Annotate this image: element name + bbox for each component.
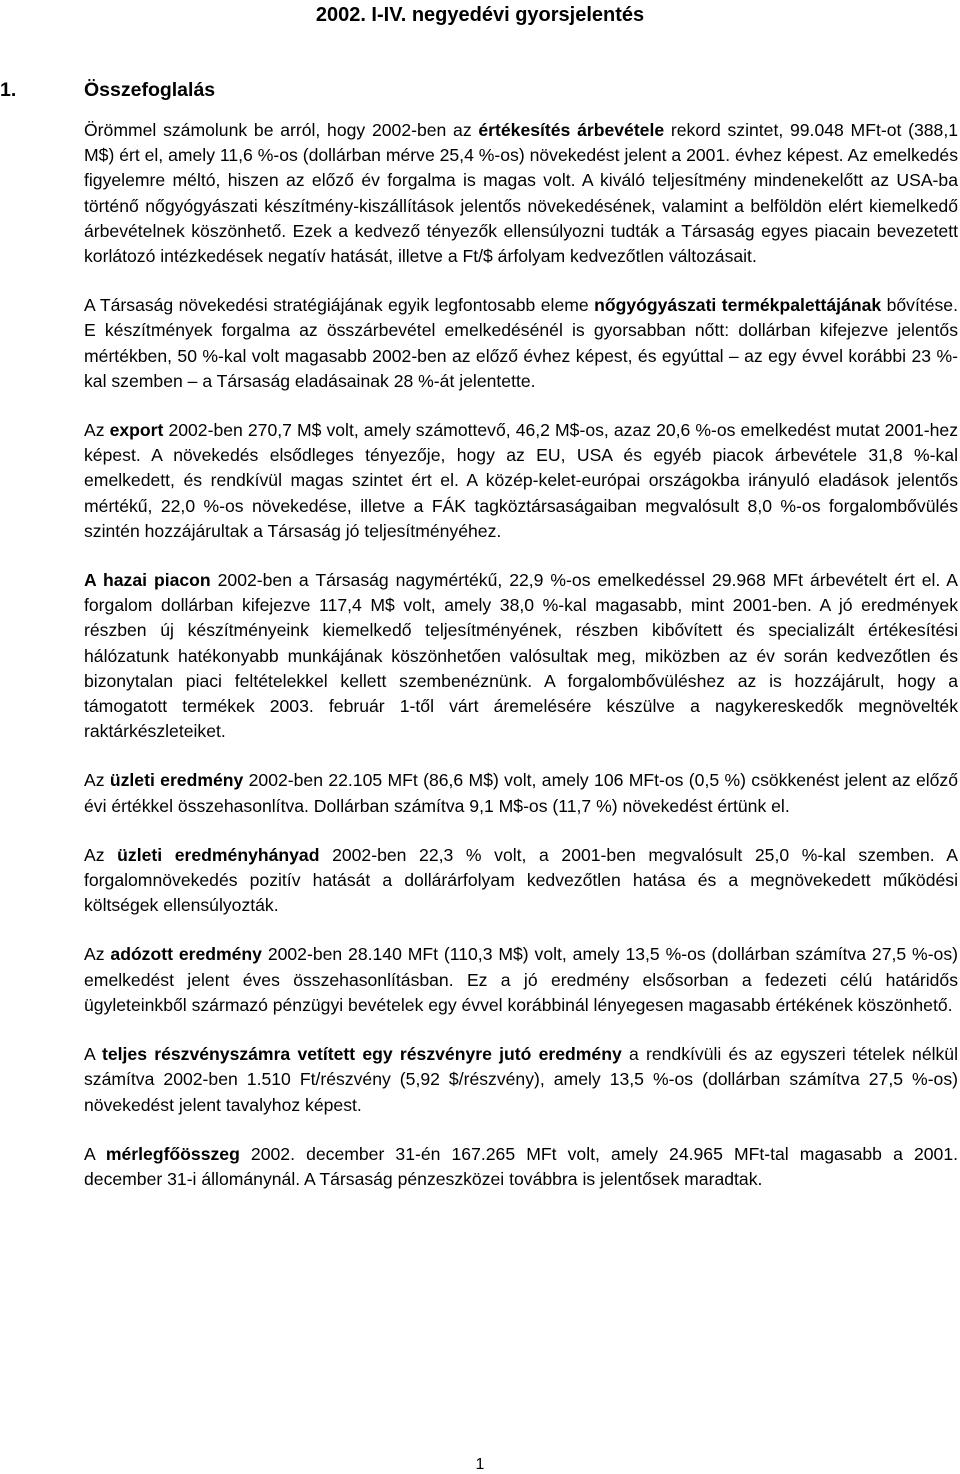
text-run: 2002-ben 270,7 M$ volt, amely számottevő, 46,2 M$-os, azaz 20,6 %-os emelkedést mutat 2001-hez képest. A növekedés elsődleges tényezője, hogy az EU, USA és egyéb piacok árbevétele 31,8 %-kal emelkedett, és rendkívül magas szintet ért el. A közép-kelet-európai országokba irányuló eladások jelentős mértékű, 22,0 %-os növekedése, illetve a FÁK tagköztársaságaiban megvalósult 8,0 %-os forgalombővülés szintén hozzájárultak a Társaság jó teljesítményéhez.: [84, 420, 959, 541]
text-run: 2002-ben 22.105 MFt (86,6 M$) volt, amely 106 MFt-os (0,5 %) csökkenést jelent az előző évi értékkel összehasonlítva. Dollárban számítva 9,1 M$-os (11,7 %) növekedést értünk el.: [84, 770, 959, 816]
paragraph: [84, 293, 958, 394]
text-run: Az: [84, 770, 110, 791]
page-number: 1: [475, 1456, 485, 1473]
text-run: Örömmel számolunk be arról, hogy 2002-ben az: [84, 120, 479, 140]
bold-term: teljes részvényszámra vetített egy részvényre jutó eredmény: [102, 1044, 622, 1065]
section-heading: [0, 77, 215, 103]
text-run: 2002-ben a Társaság nagymértékű, 22,9 %-os emelkedéssel 29.968 MFt árbevételt ért el. A forgalom dollárban kifejezve 117,4 M$ volt, amely 38,0 %-kal magasabb, mint 2001-ben. A jó eredmények részben új készítményeink kiemelkedő teljesítményének, részben kibővített és specializált értékesítési hálózatunk hatékonyabb munkájának köszönhetően valósultak meg, miközben az év során kedvezőtlen és bizonytalan piaci feltételekkel kellett szembenéznünk. A forgalombővüléshez az is hozzájárult, hogy a támogatott termékek 2003. február 1-től várt áremelésére készülve a nagykereskedők megnövelték raktárkészleteiket.: [84, 570, 958, 742]
paragraph: [84, 1142, 958, 1192]
bold-term: mérlegfőösszeg: [105, 1143, 240, 1164]
paragraph: [84, 768, 958, 818]
bold-term: nőgyógyászati termékpalettájának: [594, 295, 882, 316]
bold-term: A hazai piacon: [84, 570, 211, 591]
text-run: A: [84, 1143, 106, 1164]
page-title: 2002. I-IV. negyedévi gyorsjelentés: [315, 4, 645, 26]
bold-term: üzleti eredmény: [109, 770, 244, 791]
text-run: bővítése. E készítmények forgalma az összárbevétel emelkedésénél is gyorsabban nőtt: dollárban kifejezve jelentős mértékben, 50 %-kal volt magasabb 2002-ben az előző évhez képest, és egyúttal – az egy évvel korábbi 23 %-kal szemben – a Társaság eladásainak 28 %-át jelentette.: [84, 295, 958, 391]
bold-term: értékesítés árbevétele: [478, 120, 665, 140]
text-run: 2002. december 31-én 167.265 MFt volt, amely 24.965 MFt-tal magasabb a 2001. december 31-i állománynál. A Társaság pénzeszközei továbbra is jelentősek maradtak.: [84, 1143, 958, 1189]
section-title: Összefoglalás: [84, 79, 216, 101]
section-number: 1.: [0, 79, 17, 101]
paragraph: [84, 418, 958, 544]
text-run: A: [84, 1044, 103, 1065]
text-run: 2002-ben 28.140 MFt (110,3 M$) volt, amely 13,5 %-os (dollárban számítva 27,5 %-os) emelkedést jelent éves összehasonlításban. Ez a jó eredmény elsősorban a fedezeti célú határidős ügyleteinkből származó pénzügyi bevételek egy évvel korábbinál lényegesen magasabb értékének köszönhető.: [84, 944, 958, 1015]
text-run: A Társaság növekedési stratégiájának egyik legfontosabb eleme: [84, 295, 595, 316]
paragraph: [84, 1042, 958, 1118]
text-run: Az: [84, 420, 110, 441]
bold-term: üzleti eredményhányad: [117, 844, 320, 865]
text-run: rekord szintet, 99.048 MFt-ot (388,1 M$) ért el, amely 11,6 %-os (dollárban mérve 25,4 %-os) növekedést jelent a 2001. évhez képest. Az emelkedés figyelemre méltó, hiszen az előző év forgalma is magas volt. A kiváló teljesítmény mindenekelőtt az USA-ba történő nőgyógyászati készítmény-kiszállítások jelentős növekedésének, valamint a belföldön elért kiemelkedő árbevételnek köszönhető. Ezek a kedvező tényezők ellensúlyozni tudták a Társaság egyes piacain bevezetett korlátozó intézkedések negatív hatását, illetve a Ft/$ árfolyam kedvezőtlen változásait.: [84, 120, 958, 267]
paragraph: [84, 942, 958, 1018]
text-run: a rendkívüli és az egyszeri tételek nélkül számítva 2002-ben 1.510 Ft/részvény (5,92 $/részvény), amely 13,5 %-os (dollárban számítva 27,5 %-os) növekedést jelent tavalyhoz képest.: [84, 1044, 958, 1115]
bold-term: export: [109, 420, 164, 441]
text-run: 2002-ben 22,3 % volt, a 2001-ben megvalósult 25,0 %-kal szemben. A forgalomnövekedés pozitív hatását a dollárárfolyam kedvezőtlen hatása és a megnövekedett működési költségek ellensúlyozták.: [84, 844, 958, 916]
bold-term: adózott eredmény: [110, 944, 262, 965]
text-run: Az: [84, 944, 111, 965]
paragraph: [84, 843, 958, 919]
text-run: Az: [84, 844, 118, 865]
paragraph: [84, 118, 958, 269]
paragraph: [84, 568, 958, 744]
report-body: [84, 118, 958, 1216]
